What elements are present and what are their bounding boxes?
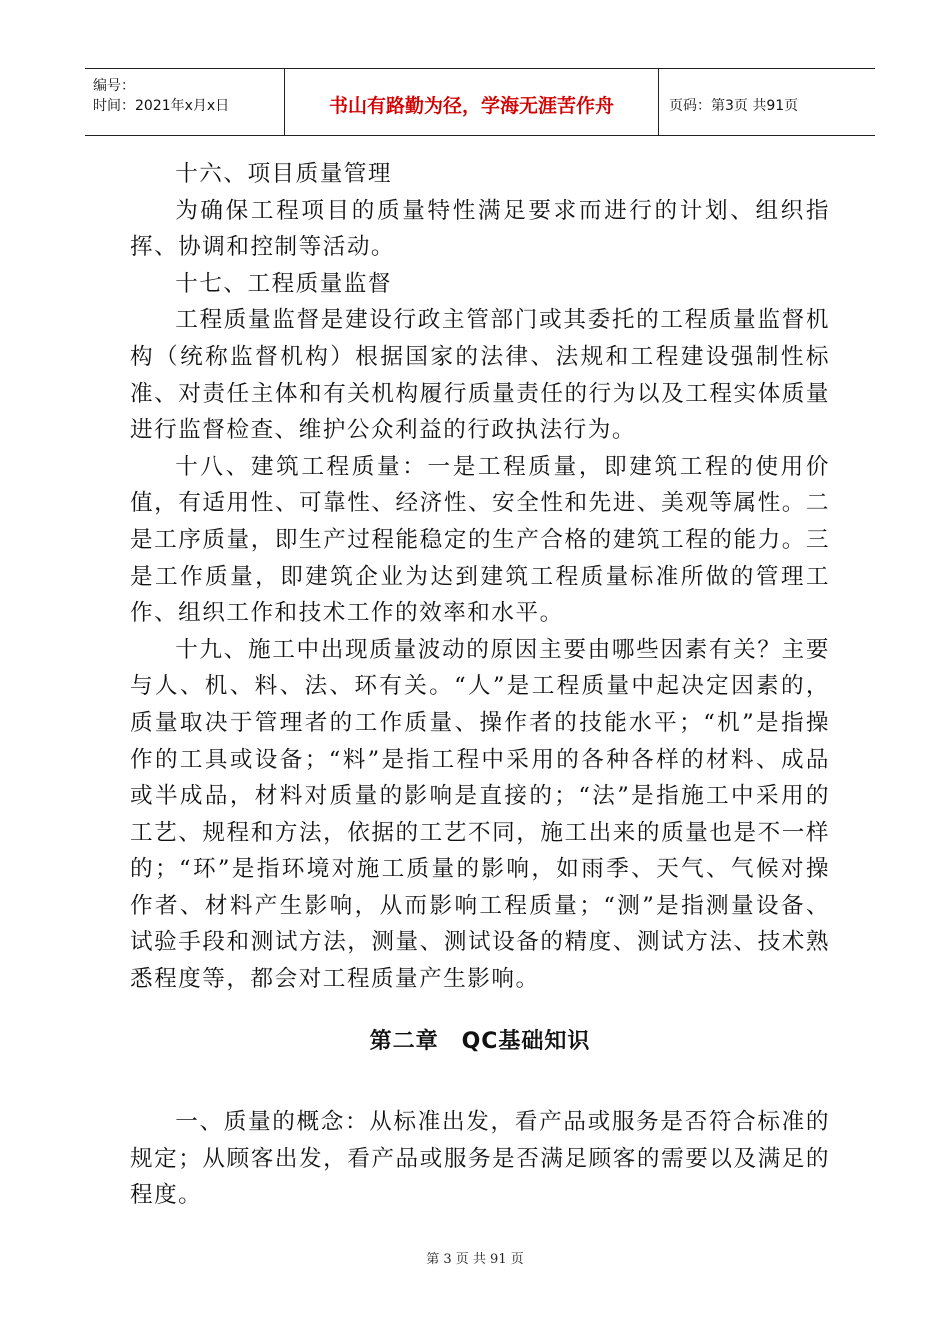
paragraph-16: 为确保工程项目的质量特性满足要求而进行的计划、组织指挥、协调和控制等活动。 [130,197,830,261]
chapter-title: 第二章 QC基础知识 [369,1029,591,1054]
page-footer: 第 3 页 共 91 页 [426,1252,524,1267]
document-time-label: 时间：2021年x月x日 [93,98,230,114]
header-motto: 书山有路勤为径，学海无涯苦作舟 [328,95,614,117]
header-page-cell [659,69,875,135]
paragraph-17: 工程质量监督是建设行政主管部门或其委托的工程质量监督机构（统称监督机构）根据国家的法律、法规和工程建设强制性标准、对责任主体和有关机构履行质量责任的行为以及工程实体质量进行监督检查、维护公众利益的行政执法行为。 [130,307,830,444]
page-header [85,68,875,136]
document-body [130,156,830,998]
header-motto-cell [285,69,659,135]
document-number-label: 编号： [93,78,135,94]
section-heading-17: 十七、工程质量监督 [175,270,393,297]
chapter-body [130,1104,830,1214]
header-meta-cell [85,69,285,135]
paragraph-18: 十八、建筑工程质量：一是工程质量，即建筑工程的使用价值，有适用性、可靠性、经济性、安全性和先进、美观等属性。二是工序质量，即生产过程能稳定的生产合格的建筑工程的能力。三是工作质量，即建筑企业为达到建筑工程质量标准所做的管理工作、组织工作和技术工作的效率和水平。 [130,453,830,627]
header-page-info: 页码：第3页 共91页 [669,98,799,114]
chapter-paragraph: 一、质量的概念：从标准出发，看产品或服务是否符合标准的规定；从顾客出发，看产品或服务是否满足顾客的需要以及满足的程度。 [130,1109,830,1209]
paragraph-19: 十九、施工中出现质量波动的原因主要由哪些因素有关？主要与人、机、料、法、环有关。“人”是工程质量中起决定因素的，质量取决于管理者的工作质量、操作者的技能水平；“机”是指操作的工具或设备；“料”是指工程中采用的各种各样的材料、成品或半成品，材料对质量的影响是直接的；“法”是指施工中采用的工艺、规程和方法，依据的工艺不同，施工出来的质量也是不一样的；“环”是指环境对施工质量的影响，如雨季、天气、气候对操作者、材料产生影响，从而影响工程质量；“测”是指测量设备、试验手段和测试方法，测量、测试设备的精度、测试方法、技术熟悉程度等，都会对工程质量产生影响。 [130,636,830,993]
section-heading-16: 十六、项目质量管理 [175,161,393,187]
